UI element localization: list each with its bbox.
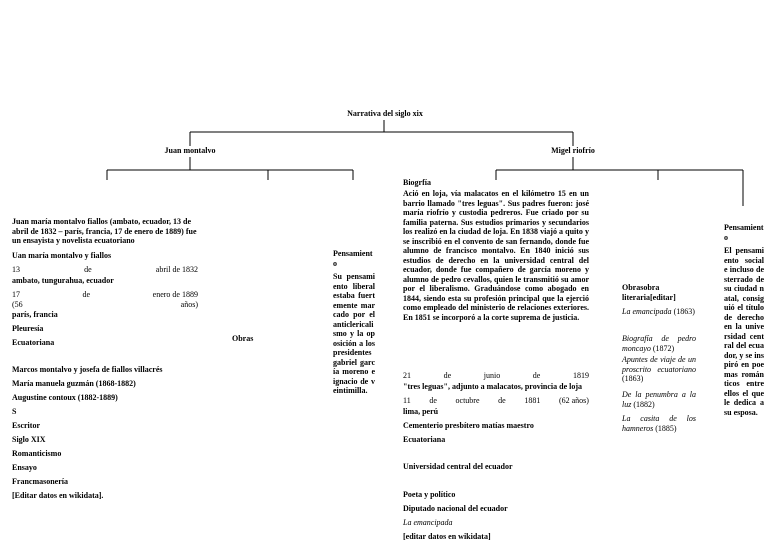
obras-work-2: [622, 334, 696, 353]
montalvo-intro: Juan maría montalvo fiallos (ambato, ecuador, 13 de abril de 1832 – parís, francia, 17 de enero de 1889) fue un ensayista y novelista ecuatoriano: [12, 217, 197, 245]
montalvo-movement: Romanticismo: [12, 449, 62, 458]
work-year: (1863): [671, 307, 695, 316]
birth-date: abril de 1832: [155, 265, 198, 274]
obras-work-4: [622, 390, 696, 409]
obras-work-3: [622, 355, 696, 384]
montalvo-birth-date: [12, 265, 198, 275]
montalvo-era: Siglo XIX: [12, 435, 46, 444]
obras-work-5: [622, 414, 696, 433]
death-day: 11: [403, 396, 411, 405]
montalvo-membership: Francmasonería: [12, 477, 68, 486]
death-age-open: (56: [12, 300, 23, 309]
riofrio-position: Diputado nacional del ecuador: [403, 504, 508, 513]
riofrio-occupation: Poeta y político: [403, 490, 456, 499]
death-month: octubre: [455, 396, 480, 405]
work-title[interactable]: Apuntes de viaje de un proscrito ecuatoriano: [622, 355, 696, 374]
work-title[interactable]: Biografía de pedro moncayo: [622, 334, 696, 353]
montalvo-nationality: Ecuatoriana: [12, 338, 55, 347]
birth-de: de: [443, 371, 452, 380]
death-day: 17: [12, 290, 20, 299]
montalvo-partner: Augustine contoux (1882-1889): [12, 393, 118, 402]
death-de: de: [82, 290, 91, 299]
work-year: (1872): [650, 343, 675, 353]
riofrio-notable-work[interactable]: La emancipada: [403, 518, 453, 527]
birth-de: de: [84, 265, 92, 274]
montalvo-death-date: [12, 290, 198, 300]
riofrio-death-place: lima, perú: [403, 407, 439, 416]
riofrio-education: Universidad central del ecuador: [403, 462, 513, 471]
death-year: 1881: [524, 396, 541, 405]
birth-de2: de: [532, 371, 541, 380]
obras-right-heading: Obrasobra literaria[editar]: [622, 283, 676, 302]
montalvo-occupation: Escritor: [12, 421, 40, 430]
riofrio-birth-date: [403, 371, 589, 381]
root-node: Narrativa del siglo xix: [347, 109, 423, 118]
riofrio-burial: Cementerio presbítero matías maestro: [403, 421, 534, 430]
montalvo-wikidata-link[interactable]: [Editar datos en wikidata].: [12, 491, 104, 500]
work-title[interactable]: La emancipada: [622, 307, 672, 316]
montalvo-s: S: [12, 407, 17, 416]
pensamiento-right-heading: Pensamiento: [724, 223, 764, 242]
montalvo-fullname: Uan maría montalvo y fiallos: [12, 251, 112, 260]
montalvo-parents: Marcos montalvo y josefa de fiallos villacrés: [12, 365, 163, 374]
death-age-close: años): [180, 300, 198, 309]
work-year: (1863): [622, 374, 644, 383]
riofrio-birth-place: "tres leguas", adjunto a malacatos, provincia de loja: [403, 382, 583, 391]
pensamiento-left-heading: Pensamiento: [333, 249, 373, 268]
death-date: enero de 1889: [152, 290, 198, 299]
montalvo-birth-place: ambato, tungurahua, ecuador: [12, 276, 114, 285]
death-age: (62 años): [558, 396, 589, 405]
montalvo-death-place: parís, francia: [12, 310, 58, 319]
death-de2: de: [498, 396, 506, 405]
birth-year: 1819: [572, 371, 589, 380]
obras-node-left: Obras: [232, 334, 254, 343]
montalvo-spouse: María manuela guzmán (1868-1882): [12, 379, 136, 388]
author-node-riofrio: Migel riofrío: [551, 146, 595, 155]
work-title[interactable]: La casita de los hamneros: [622, 414, 696, 433]
obras-work-1: [622, 307, 698, 317]
work-title[interactable]: De la penumbra a la luz: [622, 390, 696, 409]
birth-day: 13: [12, 265, 20, 274]
montalvo-death-age: [12, 300, 198, 310]
montalvo-genre: Ensayo: [12, 463, 37, 472]
riofrio-wikidata-link[interactable]: [editar datos en wikidata]: [403, 532, 491, 541]
riofrio-nationality: Ecuatoriana: [403, 435, 446, 444]
birth-month: junio: [483, 371, 501, 380]
death-de: de: [429, 396, 437, 405]
riofrio-death-date: [403, 396, 589, 406]
birth-day: 21: [403, 371, 411, 380]
work-year: (1882): [631, 399, 655, 409]
work-year: (1885): [653, 423, 677, 433]
riofrio-bio-text: Ació en loja, vía malacatos en el kilómetro 15 en un barrio llamado "tres leguas". Sus padres fueron: josé maría riofrío y custodia pedreros. Fue criado por su familia paterna. Sus estudios primarios y secundarios los realizó en la ciudad de loja. En 1838 viajó a quito y se inscribió en el convento de san fernando, donde fue alumno de francisco montalvo. En 1840 inició sus estudios de derecho en la universidad central del ecuador, donde fue compañero de garcía moreno y alumno de pedro cevallos, quien le transmitió su amor por el liberalismo. Graduándose como abogado en 1844, siendo esta su profesión principal que la ejerció como empleado del ministerio de relaciones exteriores. En 1851 se incorporó a la corte suprema de justicia.: [403, 189, 589, 322]
author-node-montalvo: Juan montalvo: [164, 146, 216, 155]
montalvo-cause: Pleuresía: [12, 324, 44, 333]
pensamiento-left-body: Su pensamiento liberal estaba fuertemente marcado por el anticlericalismo y la oposición a los presidentes gabriel garcía moreno e ignacio de veintimilla.: [333, 272, 375, 395]
pensamiento-right-body: El pensamiento social e incluso desterrado de su ciudad natal, consiguió el título de derecho en la universidad central del ecuador, y se inspiró en poemas románticos entre ellos el que le dedica a su esposa.: [724, 246, 764, 417]
riofrio-bio-heading: Biogrfía: [403, 178, 431, 187]
